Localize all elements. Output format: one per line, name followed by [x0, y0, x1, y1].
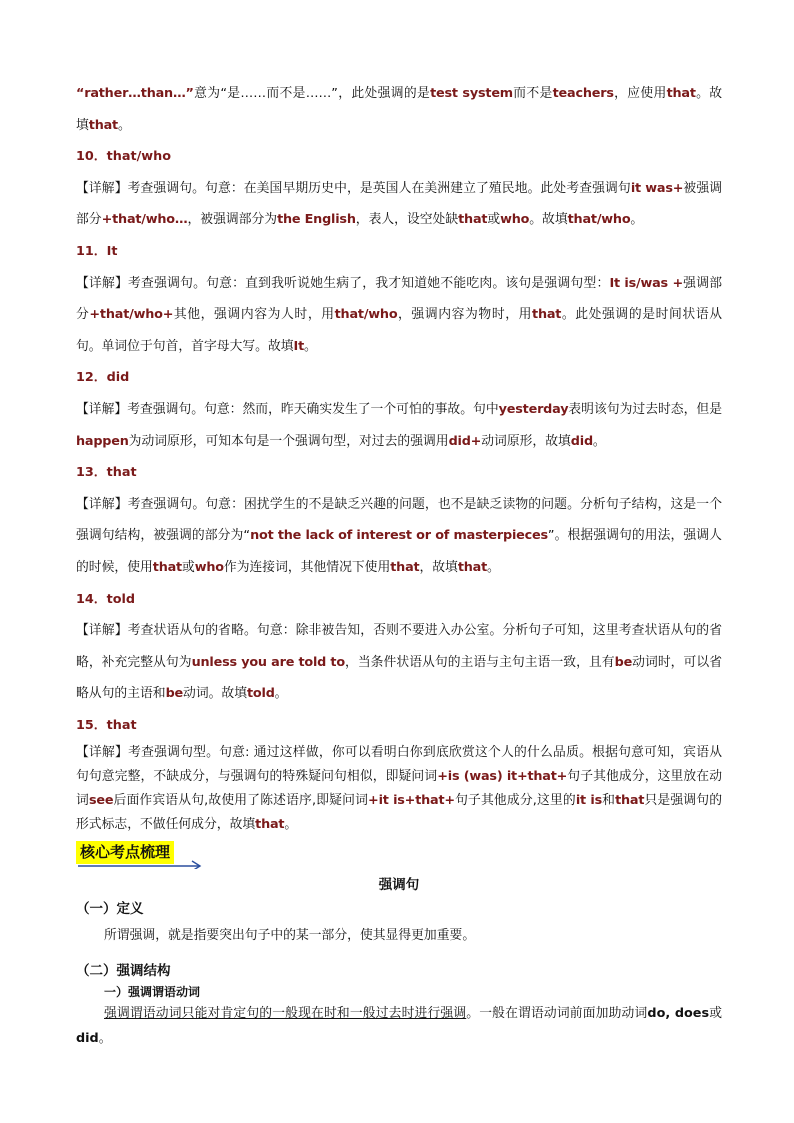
answer-11-explanation: 【详解】考查强调句。句意：直到我听说她生病了，我才知道她不能吃肉。该句是强调句型：It is/was +强调部分+that/who+其他，强调内容为人时，用that/who，强调内容为物时，用that。此处强调的是时间状语从句。单词位于句首，首字母大写。故填It。 — [76, 275, 723, 354]
structure-heading: （二）强调结构 — [76, 963, 171, 980]
answer-15-number: 15．that — [76, 717, 137, 733]
answer-14-explanation: 【详解】考查状语从句的省略。句意：除非被告知，否则不要进入办公室。分析句子可知，这里考查状语从句的省略，补充完整从句为unless you are told to，当条件状语从句的主语与主句主语一致，且有be动词时，可以省略从句的主语和be动词。故填told。 — [76, 623, 723, 702]
answer-14-number: 14．told — [76, 591, 136, 607]
definition-text: 所谓强调，就是指要突出句子中的某一部分，使其显得更加重要。 — [104, 928, 476, 944]
structure-subheading: 一）强调谓语动词 — [104, 985, 201, 1000]
definition-heading: （一）定义 — [76, 901, 144, 918]
answer-15-explanation: 【详解】考查强调句型。句意: 通过这样做，你可以看明白你到底欣赏这个人的什么品质。根据句意可知，宾语从句句意完整，不缺成分，与强调句的特殊疑问句相似，即疑问词+is (was) it+that+句子其他成分，这里放在动词see后面作宾语从句,故使用了陈述语序,即疑问词+it is+that+句子其他成分,这里的it is和that只是强调句的形式标志，不做任何成分，故填that。 — [76, 745, 723, 833]
document-page — [76, 78, 722, 1051]
answer-12-explanation: 【详解】考查强调句。句意：然而，昨天确实发生了一个可怕的事故。句中yesterday表明该句为过去时态，但是happen为动词原形，可知本句是一个强调句型，对过去的强调用did+动词原形，故填did。 — [76, 401, 723, 449]
answer-13-number: 13．that — [76, 465, 137, 481]
answer-10-number: 10．that/who — [76, 149, 171, 165]
answer-12-number: 12．did — [76, 370, 130, 386]
answer-9-continuation: “rather…than…”意为“是……而不是……”，此处强调的是test system而不是teachers，应使用that。故填that。 — [76, 86, 723, 133]
answer-13-explanation: 【详解】考查强调句。句意：困扰学生的不是缺乏兴趣的问题，也不是缺乏读物的问题。分析句子结构，这是一个强调句结构，被强调的部分为“not the lack of interest or of masterpieces”。根据强调句的用法，强调人的时候，使用that或who作为连接词，其他情况下使用that，故填that。 — [76, 496, 723, 575]
section-badge-wrap — [76, 839, 722, 869]
answer-10-explanation: 【详解】考查强调句。句意：在美国早期历史中，是英国人在美洲建立了殖民地。此处考查强调句it was+被强调部分+that/who…，被强调部分为the English，表人，设空处缺that或who。故填that/who。 — [76, 180, 723, 228]
section-badge: 核心考点梳理 — [76, 841, 174, 864]
structure-text: 强调谓语动词只能对肯定句的一般现在时和一般过去时进行强调。一般在谓语动词前面加助动词do, does或did。 — [76, 1006, 723, 1047]
topic-title: 强调句 — [378, 877, 420, 894]
answer-11-number: 11．It — [76, 243, 118, 259]
